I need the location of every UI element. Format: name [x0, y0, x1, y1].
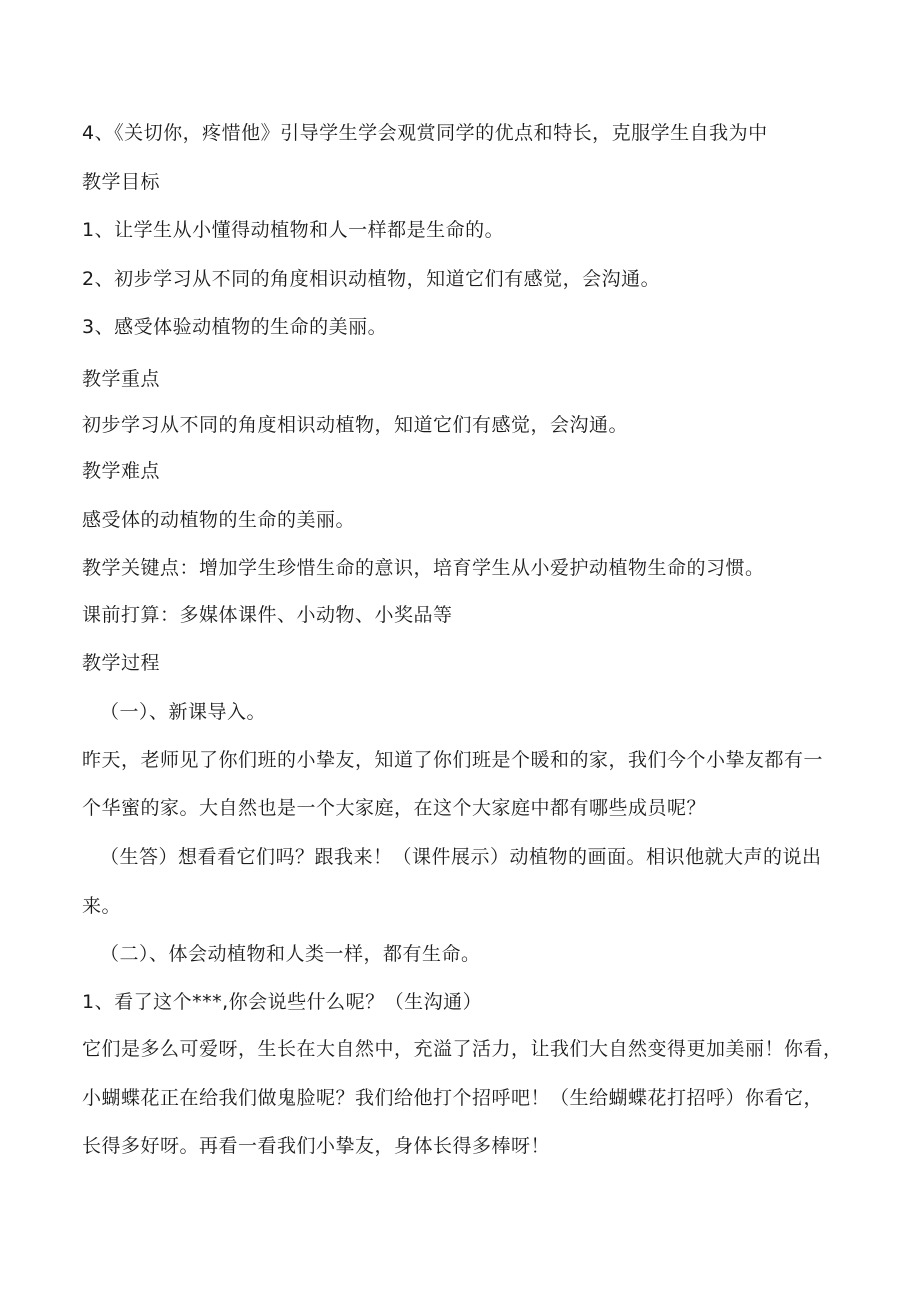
text-line-17: 来。: [82, 895, 122, 917]
text-line-19: 1、看了这个***,你会说些什么呢？（生沟通）: [82, 991, 483, 1013]
text-line-1: 4、《关切你，疼惜他》引导学生学会观赏同学的优点和特长，克服学生自我为中: [82, 122, 768, 144]
text-line-7: 初步学习从不同的角度相识动植物，知道它们有感觉，会沟通。: [82, 414, 629, 436]
section-heading-2: （二）、体会动植物和人类一样，都有生命。: [100, 943, 481, 965]
text-line-15: 个华蜜的家。大自然也是一个大家庭，在这个大家庭中都有哪些成员呢？: [82, 797, 707, 819]
heading-teaching-goals: 教学目标: [82, 171, 161, 193]
section-heading-1: （一）、新课导入。: [100, 701, 267, 723]
text-line-4: 2、初步学习从不同的角度相识动植物，知道它们有感觉，会沟通。: [82, 268, 661, 290]
heading-teaching-process: 教学过程: [82, 652, 161, 674]
heading-key-points: 教学重点: [82, 368, 161, 390]
text-line-20: 它们是多么可爱呀，生长在大自然中，充溢了活力，让我们大自然变得更加美丽！你看，: [82, 1038, 843, 1060]
text-line-22: 长得多好呀。再看一看我们小挚友，身体长得多棒呀！: [82, 1135, 551, 1157]
text-line-3: 1、让学生从小懂得动植物和人一样都是生命的。: [82, 219, 505, 241]
text-line-14: 昨天，老师见了你们班的小挚友，知道了你们班是个暖和的家，我们今个小挚友都有一: [82, 749, 824, 771]
text-line-11: 课前打算：多媒体课件、小动物、小奖品等: [82, 604, 453, 626]
text-line-9: 感受体的动植物的生命的美丽。: [82, 509, 356, 531]
heading-difficulties: 教学难点: [82, 460, 161, 482]
text-line-5: 3、感受体验动植物的生命的美丽。: [82, 316, 388, 338]
text-line-21: 小蝴蝶花正在给我们做鬼脸呢？我们给他打个招呼吧！（生给蝴蝶花打招呼）你看它，: [82, 1087, 824, 1109]
text-line-16: （生答）想看看它们吗？跟我来！（课件展示）动植物的画面。相识他就大声的说出: [100, 846, 822, 868]
text-line-10: 教学关键点：增加学生珍惜生命的意识，培育学生从小爱护动植物生命的习惯。: [82, 557, 765, 579]
